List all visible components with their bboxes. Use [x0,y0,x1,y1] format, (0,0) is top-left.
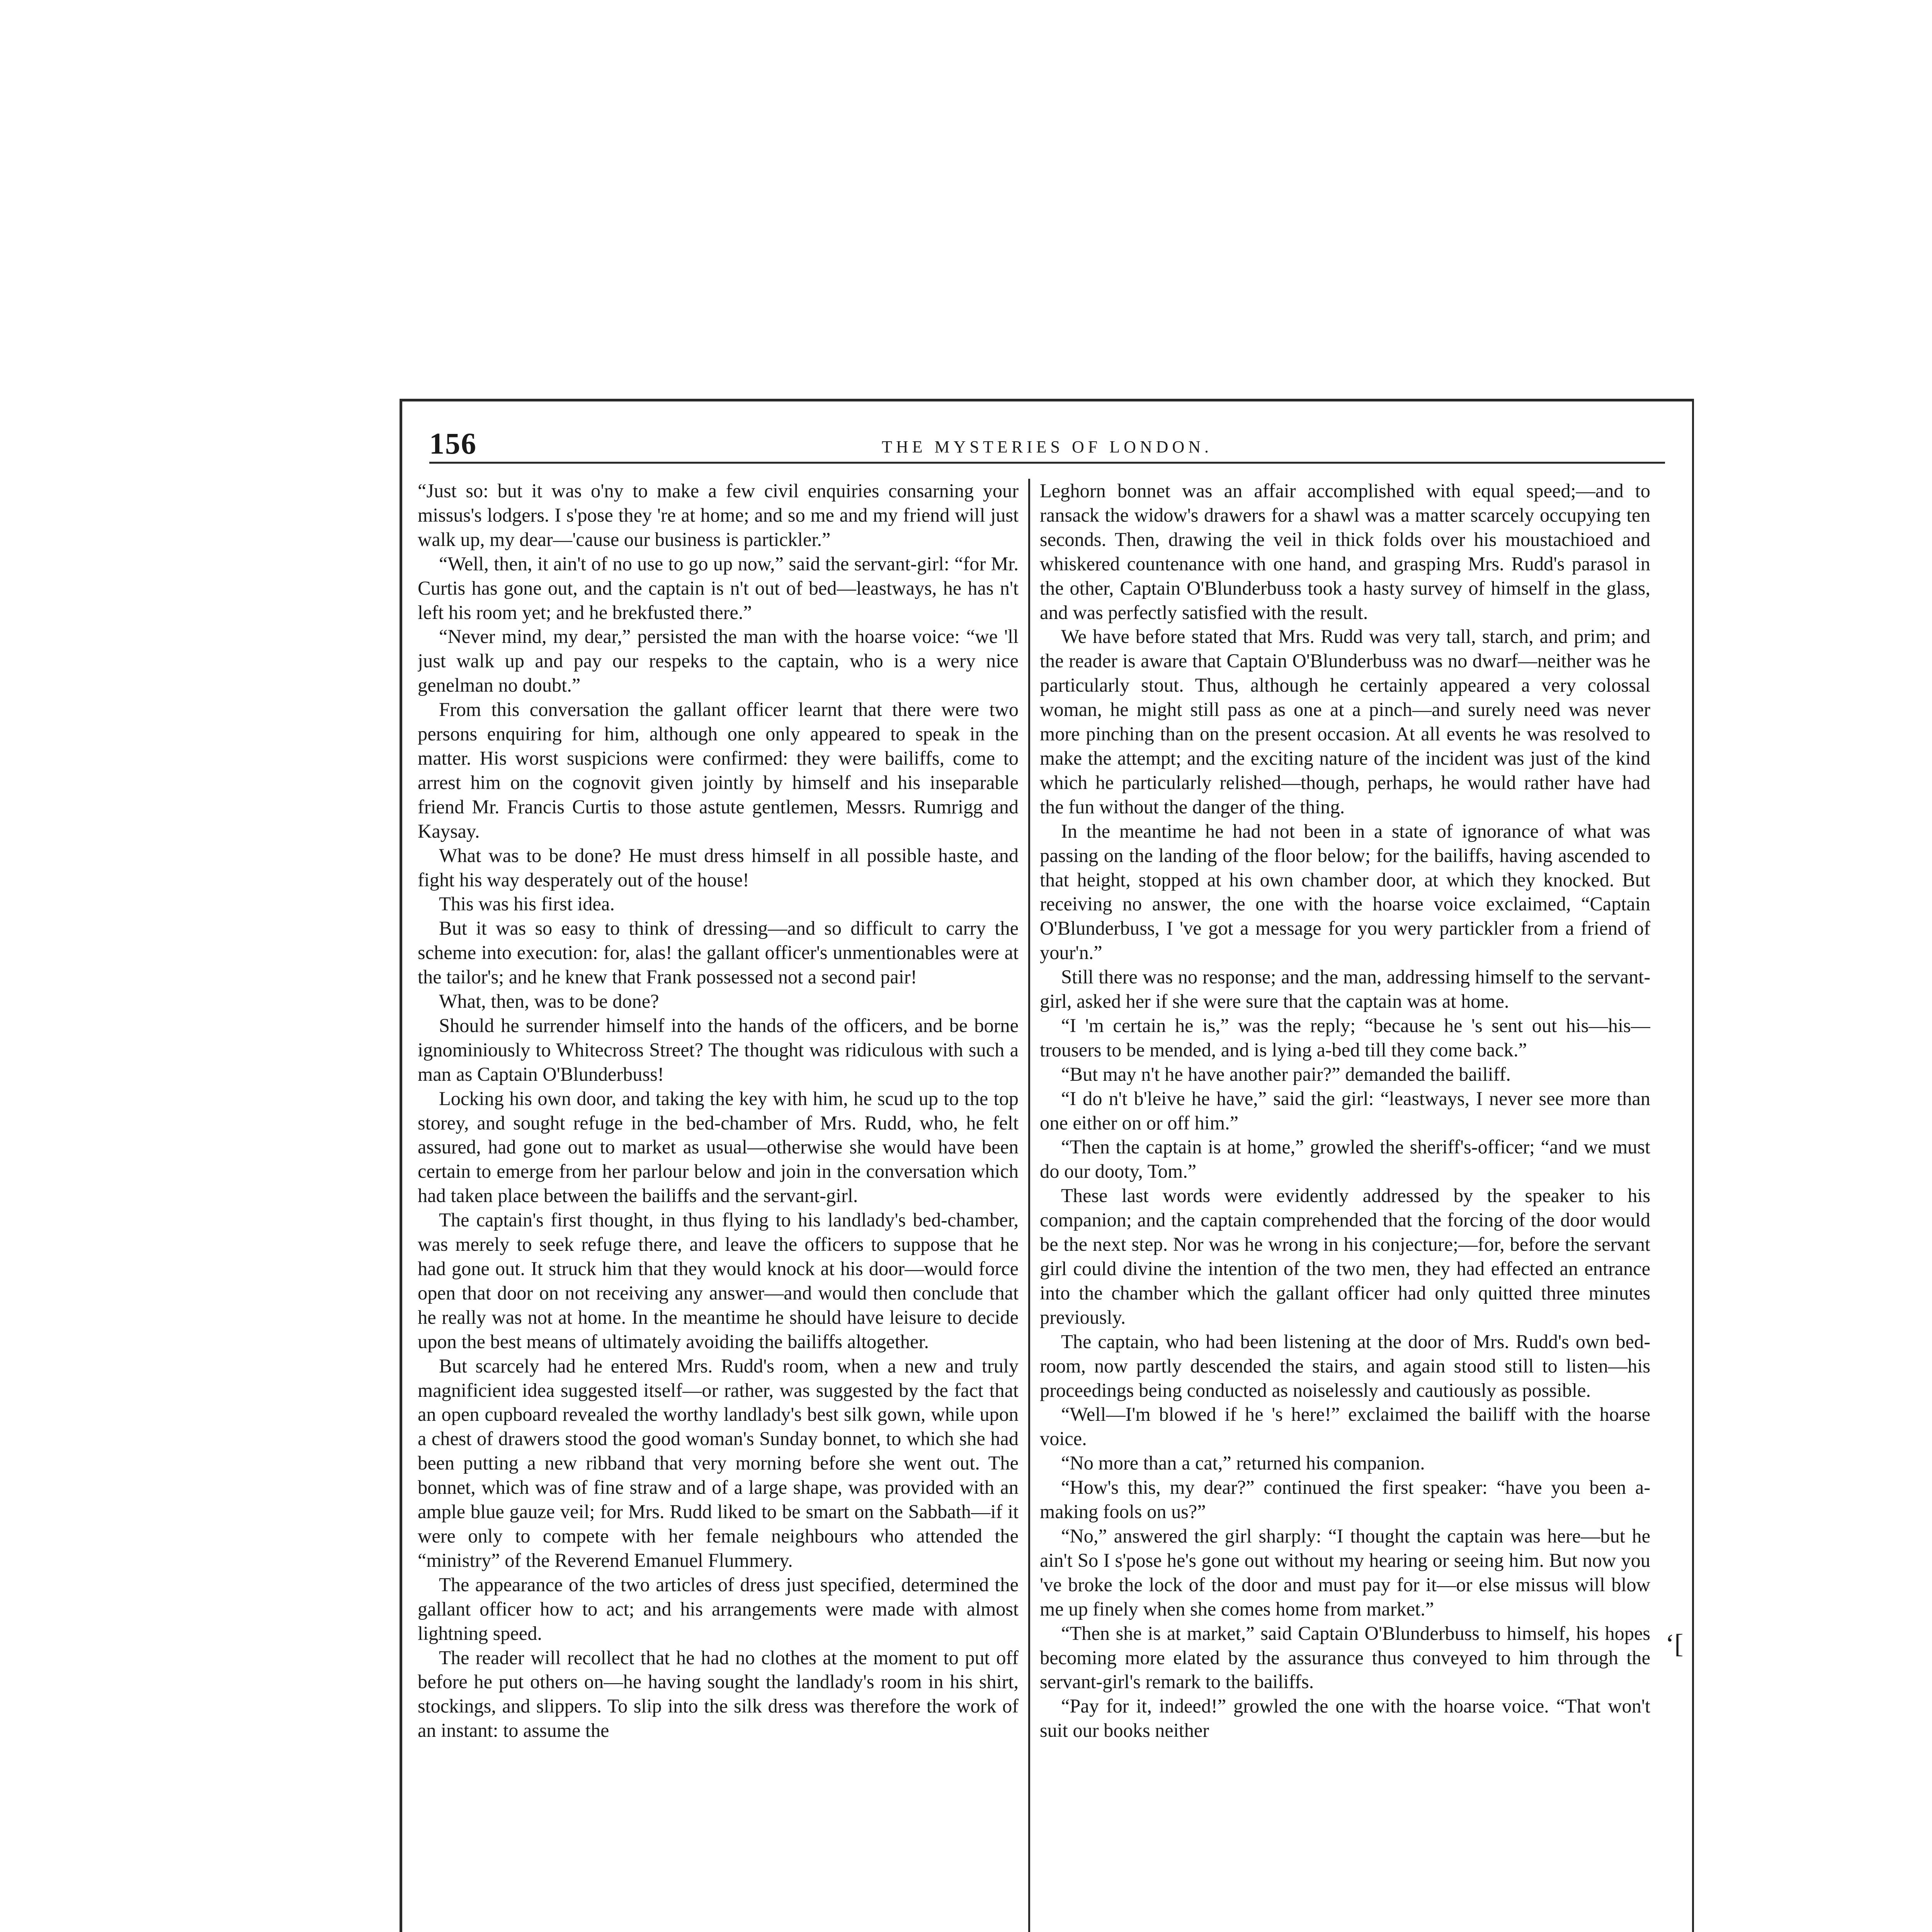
paragraph: “No,” answered the girl sharply: “I thought the captain was here—but he ain't So I s'pose he's gone out without my hearing or seeing him. But now you 've broke the lock of the door and must pay for it—or else missus will blow me up finely when she comes home from market.” [1040,1525,1650,1620]
paragraph: “Then the captain is at home,” growled the sheriff's-officer; “and we must do our dooty, Tom.” [1040,1136,1650,1182]
column-divider [1028,479,1030,1932]
paragraph: “How's this, my dear?” continued the first speaker: “have you been a-making fools on us?” [1040,1476,1650,1523]
paragraph: “Just so: but it was o'ny to make a few civil enquiries consarning your missus's lodgers. I s'pose they 're at home; and so me and my friend will just walk up, my dear—'cause our business is partickler.” [418,480,1019,550]
paragraph: What, then, was to be done? [439,990,659,1012]
paragraph: What was to be done? He must dress himself in all possible haste, and fight his way desperately out of the house! [418,844,1019,891]
paragraph: The captain's first thought, in thus flying to his landlady's bed-chamber, was merely to seek refuge there, and leave the officers to suppose that he had gone out. It struck him that they would knock at his door—would force open that door on not receiving any answer—and would then conclude that he really was not at home. In the meantime he should have leisure to decide upon the best means of ultimately avoiding the bailiffs altogether. [418,1209,1019,1352]
paragraph: But scarcely had he entered Mrs. Rudd's room, when a new and truly magnificient idea suggested itself—or rather, was suggested by the fact that an open cupboard revealed the worthy landlady's best silk gown, while upon a chest of drawers stood the good woman's Sunday bonnet, to which she had been putting a new ribband that very morning before she went out. The bonnet, which was of fine straw and of a large shape, was provided with an ample blue gauze veil; for Mrs. Rudd liked to be smart on the Sabbath—if it were only to compete with her female neighbours who attended the “ministry” of the Reverend Emanuel Flummery. [418,1355,1019,1571]
paragraph: This was his first idea. [439,893,615,915]
page-number: 156 [429,427,477,460]
paragraph: Should he surrender himself into the hands of the officers, and be borne ignominiously to Whitecross Street? The thought was ridiculous with such a man as Captain O'Blunderbuss! [418,1014,1019,1085]
paragraph: The reader will recollect that he had no clothes at the moment to put off before he put others on—he having sought the landlady's room in his shirt, stockings, and slippers. To slip into the silk dress was therefore the work of an instant: to assume the [418,1646,1019,1742]
paragraph: “I do n't b'leive he have,” said the girl: “leastways, I never see more than one either on or off him.” [1040,1087,1650,1134]
paragraph: The captain, who had been listening at the door of Mrs. Rudd's own bed-room, now partly descended the stairs, and again stood still to listen—his proceedings being conducted as noiselessly and cautiously as possible. [1040,1330,1650,1401]
paragraph: “Never mind, my dear,” persisted the man with the hoarse voice: “we 'll just walk up and pay our respeks to the captain, who is a wery nice genelman no doubt.” [418,626,1019,696]
paragraph: “Well—I'm blowed if he 's here!” exclaimed the bailiff with the hoarse voice. [1040,1403,1650,1450]
page-header [429,424,1665,464]
paragraph: “I 'm certain he is,” was the reply; “because he 's sent out his—his—trousers to be mended, and is lying a-bed till they come back.” [1040,1014,1650,1061]
paragraph: The appearance of the two articles of dress just specified, determined the gallant officer how to act; and his arrangements were made with almost lightning speed. [418,1573,1019,1644]
paragraph: “No more than a cat,” returned his companion. [1061,1452,1425,1474]
margin-mark: ʻ[ [1665,1629,1684,1659]
paragraph: We have before stated that Mrs. Rudd was very tall, starch, and prim; and the reader is aware that Captain O'Blunderbuss was no dwarf—neither was he particularly stout. Thus, although he certainly appeared a very colossal woman, he might still pass as one at a pinch—and surely need was never more pinching than on the present occasion. At all events he was resolved to make the attempt; and the exciting nature of the incident was just of the kind which he particularly relished—though, perhaps, he would rather have had the fun without the danger of the thing. [1040,626,1650,818]
paragraph: “But may n't he have another pair?” demanded the bailiff. [1061,1063,1511,1085]
paragraph: But it was so easy to think of dressing—and so difficult to carry the scheme into execution: for, alas! the gallant officer's unmentionables were at the tailor's; and he knew that Frank possessed not a second pair! [418,917,1019,988]
paragraph: “Pay for it, indeed!” growled the one with the hoarse voice. “That won't suit our books neither [1040,1695,1650,1742]
paragraph: Leghorn bonnet was an affair accomplished with equal speed;—and to ransack the widow's drawers for a shawl was a matter scarcely occupying ten seconds. Then, drawing the veil in thick folds over his moustachioed and whiskered countenance with one hand, and grasping Mrs. Rudd's parasol in the other, Captain O'Blunderbuss took a hasty survey of himself in the glass, and was perfectly satisfied with the result. [1040,480,1650,623]
paragraph: “Then she is at market,” said Captain O'Blunderbuss to himself, his hopes becoming more elated by the assurance thus conveyed to him through the servant-girl's remark to the bailiffs. [1040,1622,1650,1693]
paragraph: From this conversation the gallant officer learnt that there were two persons enquiring for him, although one only appeared to speak in the matter. His worst suspicions were confirmed: they were bailiffs, come to arrest him on the cognovit given jointly by himself and his inseparable friend Mr. Francis Curtis to those astute gentlemen, Messrs. Rumrigg and Kaysay. [418,699,1019,842]
paragraph: Still there was no response; and the man, addressing himself to the servant-girl, asked her if she were sure that the captain was at home. [1040,966,1650,1012]
book-page [400,399,1694,1932]
right-column [1040,479,1650,1932]
paragraph: In the meantime he had not been in a state of ignorance of what was passing on the landing of the floor below; for the bailiffs, having ascended to that height, stopped at his own chamber door, at which they knocked. But receiving no answer, the one with the hoarse voice exclaimed, “Captain O'Blunderbuss, I 've got a message for you wery partickler from a friend of your'n.” [1040,820,1650,964]
paragraph: These last words were evidently addressed by the speaker to his companion; and the captain comprehended that the forcing of the door would be the next step. Nor was he wrong in his conjecture;—for, before the servant girl could divine the intention of the two men, they had effected an entrance into the chamber which the gallant officer had only quitted three minutes previously. [1040,1185,1650,1328]
left-column [418,479,1019,1932]
running-title: THE MYSTERIES OF LONDON. [882,437,1213,456]
paragraph: “Well, then, it ain't of no use to go up now,” said the servant-girl: “for Mr. Curtis has gone out, and the captain is n't out of bed—leastways, he has n't left his room yet; and he brekfusted there.” [418,553,1019,623]
paragraph: Locking his own door, and taking the key with him, he scud up to the top storey, and sought refuge in the bed-chamber of Mrs. Rudd, who, he felt assured, had gone out to market as usual—otherwise she would have been certain to emerge from her parlour below and join in the conversation which had taken place between the bailiffs and the servant-girl. [418,1087,1019,1207]
